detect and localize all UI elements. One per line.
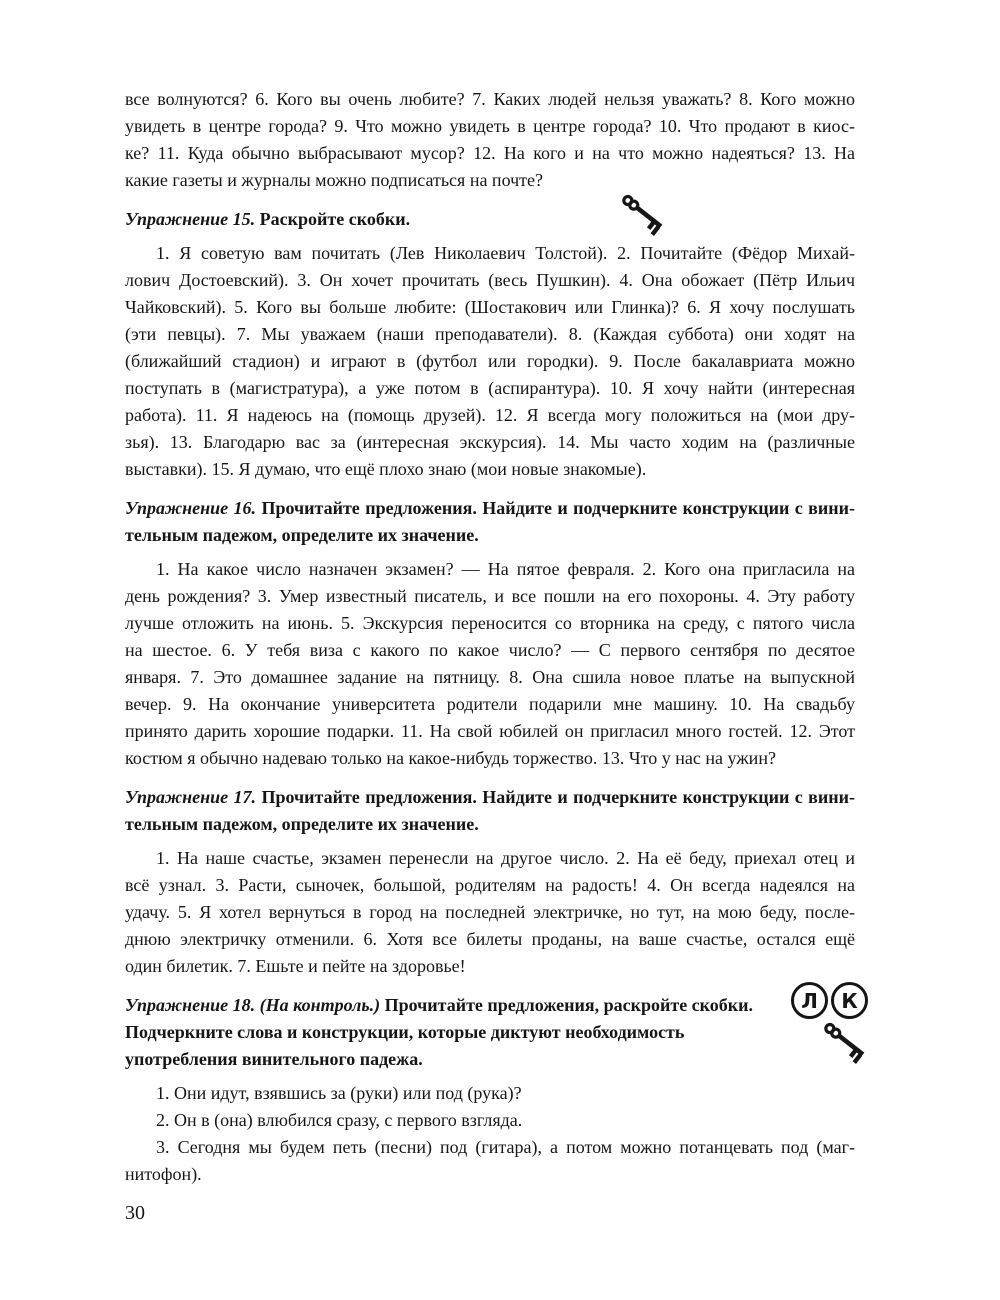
exercise-heading bbox=[125, 495, 855, 549]
text-line: (ближайший стадион) и играют в (футбол или городки). 9. После бакалавриата можно bbox=[125, 351, 855, 371]
text-line: 1. Они идут, взявшись за (руки) или под (рука)? bbox=[156, 1083, 522, 1103]
paragraph bbox=[125, 1080, 855, 1107]
text-line: день рождения? 3. Умер известный писатель, и все пошли на его похороны. 4. Эту работу bbox=[125, 586, 855, 606]
text-line: все волнуются? 6. Кого вы очень любите? 7. Каких людей нельзя уважать? 8. Кого можно bbox=[125, 89, 855, 109]
exercise-ex17 bbox=[125, 784, 855, 980]
text-line: 2. Он в (она) влюбился сразу, с первого взгляда. bbox=[156, 1110, 523, 1130]
exercise-instruction: Прочитайте предложения, раскройте скобки. bbox=[384, 995, 754, 1015]
text-line: поступать в (магистратура), а уже потом в (аспирантура). 10. Я хочу найти (интересная bbox=[125, 378, 855, 398]
exercise-instruction: Прочитайте предложения. Найдите и подчеркните конструкции с вини- bbox=[261, 787, 856, 807]
heading-line bbox=[125, 992, 777, 1019]
text-line: принято дарить хорошие подарки. 11. На свой юбилей он пригласил много гостей. 12. Этот bbox=[125, 721, 855, 741]
text-line: 1. Я советую вам почитать (Лев Николаевич Толстой). 2. Почитайте (Фёдор Михай- bbox=[156, 243, 855, 263]
exercise-label: Упражнение 16. bbox=[125, 498, 257, 518]
heading-line bbox=[125, 784, 855, 811]
exercise-ex15 bbox=[125, 206, 855, 483]
heading-line bbox=[125, 206, 855, 233]
text-line: на шестое. 6. У тебя виза с какого по какое число? — С первого сентября по десятое bbox=[125, 640, 855, 660]
text-line: костюм я обычно надеваю только на какое-нибудь торжество. 13. Что у нас на ужин? bbox=[125, 748, 776, 768]
exercise-heading-text bbox=[125, 992, 777, 1073]
text-line: лович Достоевский). 3. Он хочет прочитать (весь Пушкин). 4. Она обожает (Пётр Ильич bbox=[125, 270, 855, 290]
paragraph bbox=[125, 1107, 855, 1134]
text-line: вечер. 9. На окончание университета родители подарили мне машину. 10. На свадьбу bbox=[125, 694, 855, 714]
text-line: днюю электричку отменили. 6. Хотя все билеты проданы, на ваше счастье, остался ещё bbox=[125, 929, 855, 949]
text-line: работа). 11. Я надеюсь на (помощь друзей). 12. Я всегда могу положиться на (мои дру- bbox=[125, 405, 855, 425]
text-line: ке? 11. Куда обычно выбрасывают мусор? 12. На кого и на что можно надеяться? 13. На bbox=[125, 143, 855, 163]
exercise-heading bbox=[125, 784, 855, 838]
exercises-container bbox=[125, 206, 858, 1188]
text-line: лучше отложить на июнь. 5. Экскурсия переносится со вторника на среду, с пятого числа bbox=[125, 613, 855, 633]
text-line: 1. На какое число назначен экзамен? — На пятое февраля. 2. Кого она пригласила на bbox=[156, 559, 855, 579]
page-number: 30 bbox=[125, 1202, 145, 1224]
exercise-instruction: Раскройте скобки. bbox=[259, 209, 411, 229]
text-line: выставки). 15. Я думаю, что ещё плохо знаю (мои новые знакомые). bbox=[125, 459, 647, 479]
exercise-heading-icons bbox=[777, 988, 858, 1073]
page-content bbox=[125, 86, 858, 1188]
text-line: Чайковский). 5. Кого вы больше любите: (Шостакович или Глинка)? 6. Я хочу послушать bbox=[125, 297, 855, 317]
text-line: один билетик. 7. Ешьте и пейте на здоровье! bbox=[125, 956, 466, 976]
exercise-label: Упражнение 18. (На контроль.) bbox=[125, 995, 381, 1015]
text-line: нитофон). bbox=[125, 1164, 202, 1184]
key-icon bbox=[823, 1021, 873, 1071]
heading-line: употребления винительного падежа. bbox=[125, 1049, 423, 1069]
exercise-heading bbox=[125, 988, 858, 1073]
text-line: 3. Сегодня мы будем петь (песни) под (гитара), а потом можно потанцевать под (маг- bbox=[156, 1137, 855, 1157]
exercise-label: Упражнение 17. bbox=[125, 787, 257, 807]
heading-line: тельным падежом, определите их значение. bbox=[125, 814, 479, 834]
heading-line: Подчеркните слова и конструкции, которые диктуют необходимость bbox=[125, 1022, 685, 1042]
paragraph bbox=[125, 845, 855, 980]
text-line: удачу. 5. Я хотел вернуться в город на последней электричке, но тут, на мою беду, после- bbox=[125, 902, 855, 922]
l-badge: Л bbox=[791, 982, 828, 1019]
intro-paragraph bbox=[125, 86, 855, 194]
exercise-ex16 bbox=[125, 495, 855, 772]
heading-line bbox=[125, 495, 855, 522]
text-line: (эти певцы). 7. Мы уважаем (наши преподаватели). 8. (Каждая суббота) они ходят на bbox=[125, 324, 855, 344]
paragraph bbox=[125, 240, 855, 483]
text-line: всё узнал. 3. Расти, сыночек, большой, родителям на радость! 4. Он всегда надеялся на bbox=[125, 875, 855, 895]
control-badges bbox=[791, 982, 868, 1019]
text-line: 1. На наше счастье, экзамен перенесли на другое число. 2. На её беду, приехал отец и bbox=[156, 848, 855, 868]
exercise-ex18 bbox=[125, 988, 858, 1188]
paragraph bbox=[125, 556, 855, 772]
k-badge: К bbox=[831, 982, 868, 1019]
key-icon bbox=[621, 193, 671, 243]
exercise-heading bbox=[125, 206, 855, 233]
exercise-instruction: Прочитайте предложения. Найдите и подчеркните конструкции с вини- bbox=[261, 498, 856, 518]
text-line: увидеть в центре города? 9. Что можно увидеть в центре города? 10. Что продают в киос- bbox=[125, 116, 855, 136]
key-icon-wrap bbox=[621, 193, 671, 243]
text-line: января. 7. Это домашнее задание на пятницу. 8. Она сшила новое платье на выпускной bbox=[125, 667, 855, 687]
exercise-label: Упражнение 15. bbox=[125, 209, 256, 229]
text-line: зья). 13. Благодарю вас за (интересная экскурсия). 14. Мы часто ходим на (различные bbox=[125, 432, 855, 452]
heading-line: тельным падежом, определите их значение. bbox=[125, 525, 479, 545]
text-line: какие газеты и журналы можно подписаться на почте? bbox=[125, 170, 543, 190]
paragraph bbox=[125, 1134, 855, 1188]
key-icon-wrap bbox=[823, 1021, 873, 1071]
